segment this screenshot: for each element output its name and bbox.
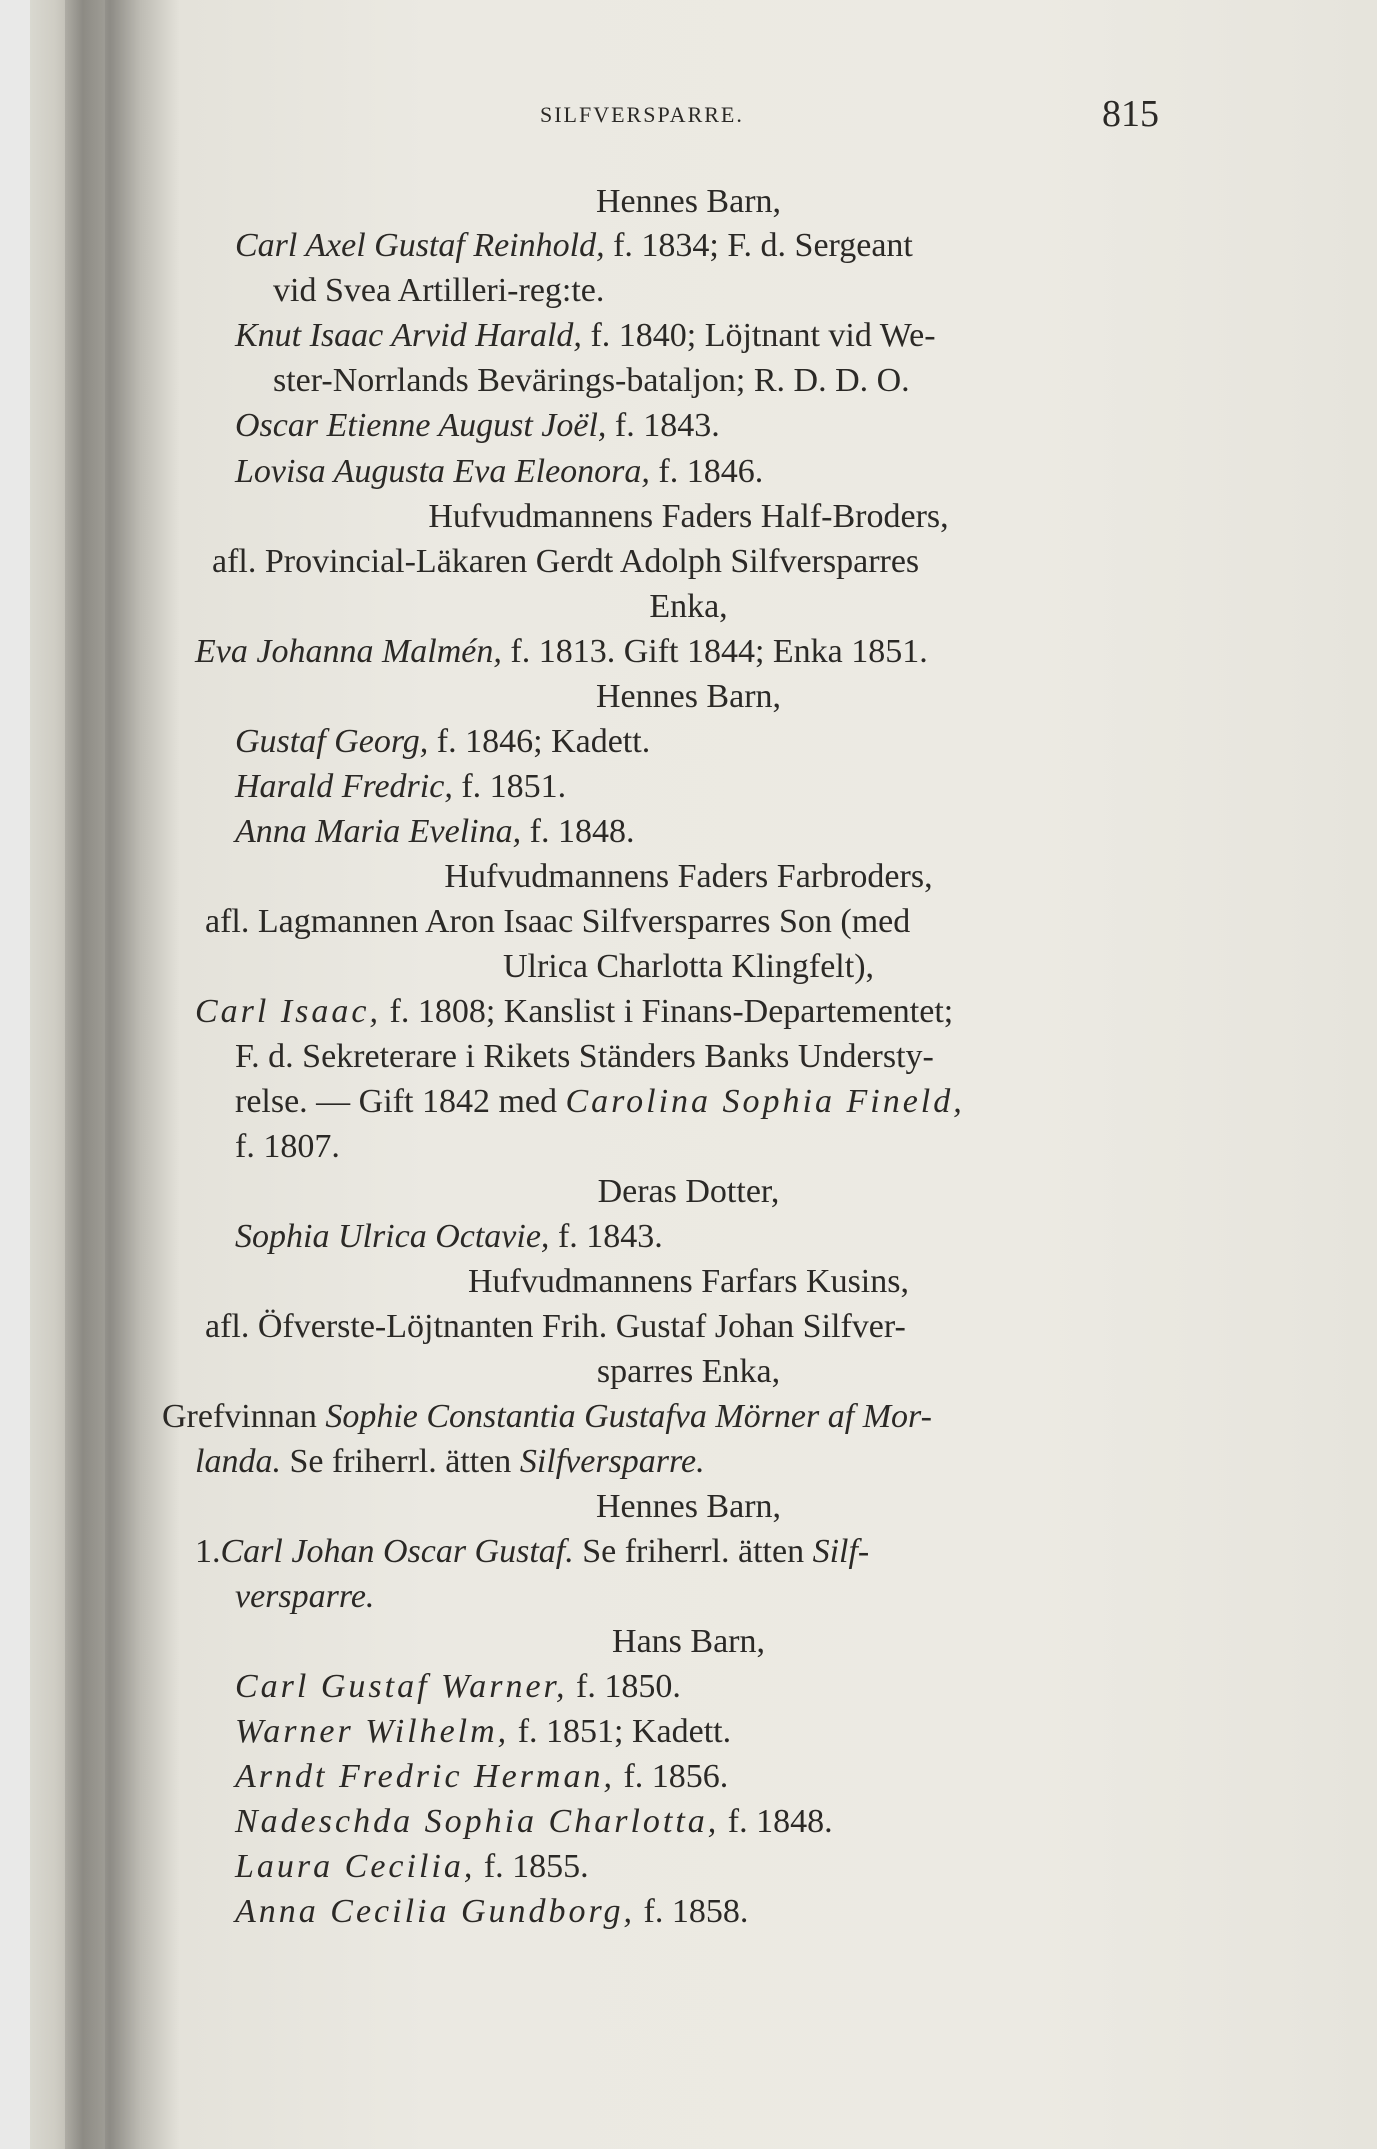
section-heading xyxy=(0,1622,1377,1662)
person-name: Oscar Etienne August Joël, xyxy=(235,407,607,444)
heading-text: sparres Enka, xyxy=(596,1353,781,1390)
page-header xyxy=(0,92,1377,135)
section-heading xyxy=(0,1262,1377,1302)
entry-details: ster-Norrlands Bevärings-bataljon; R. D. D. O. xyxy=(273,362,910,399)
entry-continuation xyxy=(195,1442,705,1482)
entry-line xyxy=(235,1667,681,1707)
section-subheading xyxy=(0,587,1377,627)
person-name: Anna Maria Evelina, xyxy=(235,813,522,850)
entry-line xyxy=(235,1802,833,1842)
person-name: Arndt Fredric Herman, xyxy=(235,1758,615,1795)
entry-details: f. 1840; Löjtnant vid We- xyxy=(581,317,936,354)
section-heading xyxy=(0,497,1377,537)
cross-reference: Silf- xyxy=(812,1533,870,1570)
entry-continuation xyxy=(273,361,910,401)
entry-details: f. 1843. xyxy=(606,407,720,444)
entry-details: f. 1846; Kadett. xyxy=(428,723,651,760)
entry-details: f. 1807. xyxy=(235,1128,340,1165)
heading-text: Hufvudmannens Faders Half-Broders, xyxy=(428,498,949,535)
entry-line xyxy=(195,1532,869,1572)
heading-text: Hufvudmannens Farfars Kusins, xyxy=(468,1263,909,1300)
heading-text: Deras Dotter, xyxy=(597,1173,780,1210)
person-name: Eva Johanna Malmén, xyxy=(195,633,502,670)
entry-line xyxy=(235,316,936,356)
section-heading xyxy=(0,857,1377,897)
heading-text: Hans Barn, xyxy=(612,1623,765,1660)
section-subheading xyxy=(0,947,1377,987)
person-name: Carl Johan Oscar Gustaf. xyxy=(220,1533,574,1570)
entry-details: f. 1856. xyxy=(614,1758,729,1795)
section-subheading xyxy=(0,1352,1377,1392)
entry-line xyxy=(235,812,634,852)
entry-line xyxy=(235,452,763,492)
person-name: Carl Axel Gustaf Reinhold, xyxy=(235,227,605,264)
entry-details: Se friherrl. ätten xyxy=(573,1533,813,1570)
person-name: Nadeschda Sophia Charlotta, xyxy=(235,1803,720,1840)
descent-line xyxy=(205,902,910,942)
entry-line xyxy=(235,1847,589,1887)
heading-text: Hennes Barn, xyxy=(595,1488,782,1525)
descent-line xyxy=(212,542,919,582)
running-head: SILFVERSPARRE. xyxy=(540,102,744,127)
person-name: Carl Isaac, xyxy=(195,993,381,1030)
person-name: Sophie Constantia Gustafva Mörner af Mor- xyxy=(325,1398,932,1435)
page-number: 815 xyxy=(1102,93,1159,135)
descent-text: afl. Öfverste-Löjtnanten Frih. Gustaf Johan Silfver- xyxy=(205,1308,906,1345)
entry-line xyxy=(235,226,913,266)
entry-continuation xyxy=(235,1127,340,1167)
descent-line xyxy=(205,1307,906,1347)
entry-details: f. 1850. xyxy=(567,1668,681,1705)
entry-line xyxy=(235,406,720,446)
section-heading xyxy=(0,1487,1377,1527)
person-name: Gustaf Georg, xyxy=(235,723,429,760)
section-heading xyxy=(0,677,1377,717)
entry-details: Se friherrl. ätten xyxy=(280,1443,520,1480)
entry-details: f. 1808; Kanslist i Finans-Departementet; xyxy=(381,993,954,1030)
heading-text: Hennes Barn, xyxy=(595,678,782,715)
heading-text: Hufvudmannens Faders Farbroders, xyxy=(444,858,933,895)
person-name: Harald Fredric, xyxy=(235,768,453,805)
heading-text: Enka, xyxy=(649,588,728,625)
entry-line xyxy=(235,767,566,807)
entry-line xyxy=(235,722,650,762)
section-heading xyxy=(0,182,1377,222)
section-heading xyxy=(0,1172,1377,1212)
cross-reference: Silfversparre. xyxy=(519,1443,705,1480)
descent-text: afl. Lagmannen Aron Isaac Silfversparres Son (med xyxy=(205,903,911,940)
title-text: Grefvinnan xyxy=(162,1398,326,1435)
entry-line xyxy=(235,1892,748,1932)
entry-details: f. 1858. xyxy=(635,1893,749,1930)
descent-text: afl. Provincial-Läkaren Gerdt Adolph Silfversparres xyxy=(212,543,920,580)
person-name: Lovisa Augusta Eva Eleonora, xyxy=(235,453,650,490)
entry-details: relse. — Gift 1842 med xyxy=(235,1083,566,1120)
entry-details: F. d. Sekreterare i Rikets Ständers Banks Understy- xyxy=(235,1038,934,1075)
entry-continuation xyxy=(235,1037,934,1077)
entry-line xyxy=(235,1712,731,1752)
person-name: Laura Cecilia, xyxy=(235,1848,476,1885)
entry-continuation xyxy=(273,271,604,311)
entry-details: f. 1855. xyxy=(475,1848,589,1885)
person-name: Carl Gustaf Warner, xyxy=(235,1668,568,1705)
entry-line xyxy=(162,1397,932,1437)
entry-details: f. 1834; F. d. Sergeant xyxy=(604,227,913,264)
entry-details: f. 1848. xyxy=(521,813,635,850)
heading-text: Ulrica Charlotta Klingfelt), xyxy=(502,948,875,985)
person-name: Knut Isaac Arvid Harald, xyxy=(235,317,582,354)
entry-continuation xyxy=(235,1577,374,1617)
entry-details: f. 1813. Gift 1844; Enka 1851. xyxy=(501,633,928,670)
entry-number: 1. xyxy=(195,1533,221,1570)
entry-details: f. 1851; Kadett. xyxy=(509,1713,732,1750)
person-name: landa. xyxy=(195,1443,281,1480)
spouse-name: Carolina Sophia Fineld, xyxy=(565,1083,965,1120)
entry-details: f. 1846. xyxy=(649,453,764,490)
person-name: Sophia Ulrica Octavie, xyxy=(235,1218,550,1255)
entry-details: f. 1848. xyxy=(719,1803,833,1840)
heading-text: Hennes Barn, xyxy=(595,183,782,220)
entry-line xyxy=(235,1217,663,1257)
person-name: Anna Cecilia Gundborg, xyxy=(235,1893,635,1930)
entry-details: vid Svea Artilleri-reg:te. xyxy=(273,272,605,309)
entry-line xyxy=(195,992,953,1032)
entry-line xyxy=(195,632,928,672)
entry-continuation xyxy=(235,1082,965,1122)
entry-details: f. 1843. xyxy=(549,1218,663,1255)
entry-details: f. 1851. xyxy=(452,768,567,805)
person-name: Warner Wilhelm, xyxy=(235,1713,510,1750)
cross-reference: versparre. xyxy=(235,1578,375,1615)
page-gutter-shadow xyxy=(65,0,105,2149)
entry-line xyxy=(235,1757,728,1797)
